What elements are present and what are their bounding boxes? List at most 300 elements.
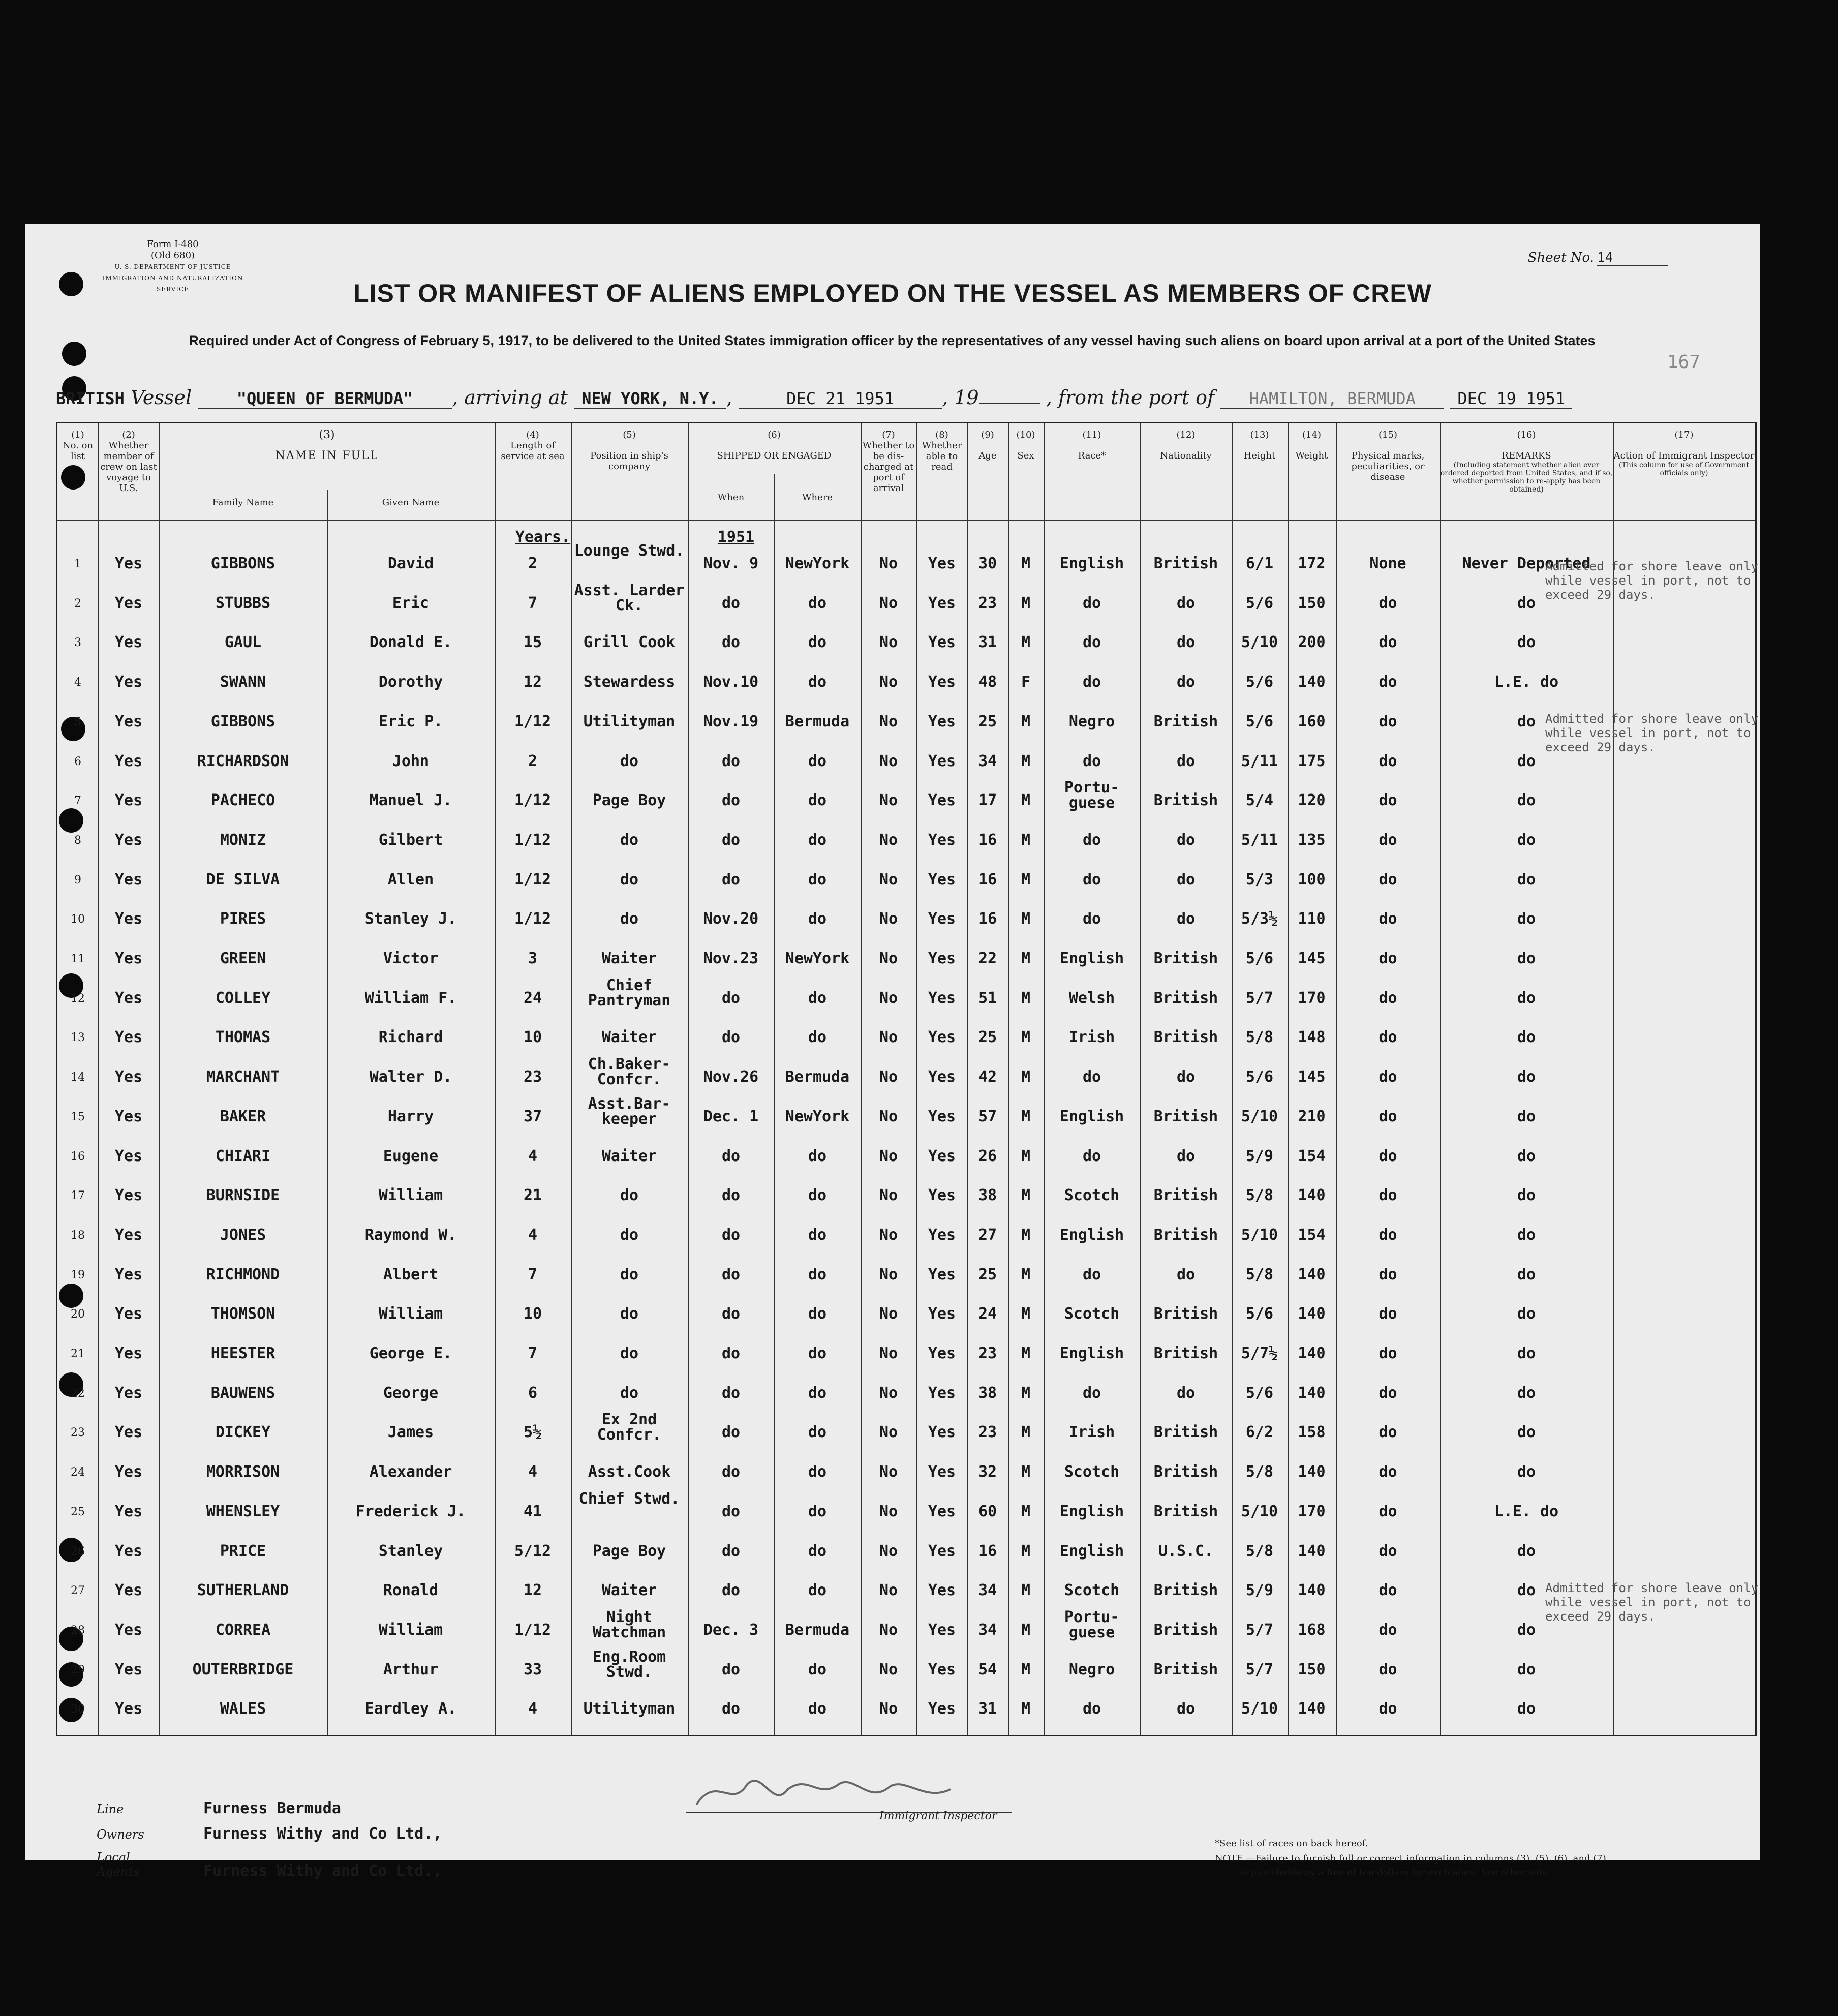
cell-given: John: [392, 752, 430, 770]
cell-where: do: [808, 1463, 827, 1481]
cell-remarks: do: [1517, 1423, 1536, 1442]
cell-member: Yes: [114, 1147, 143, 1165]
service: IMMIGRATION AND NATURALIZATION SERVICE: [102, 274, 243, 293]
cell-read: Yes: [928, 989, 956, 1007]
cell-remarks: do: [1517, 1147, 1536, 1165]
cell-where: do: [808, 1700, 827, 1718]
row-number: 6: [74, 755, 81, 768]
form-number: Form I-480: [147, 239, 199, 250]
cell-when: do: [721, 1186, 741, 1205]
row-number: 19: [71, 1268, 85, 1281]
cell-weight: 200: [1298, 633, 1326, 652]
vessel-label: Vessel: [130, 386, 192, 409]
cell-position: Asst.Cook: [588, 1463, 671, 1481]
cell-remarks: Never Deported: [1462, 555, 1591, 572]
cell-height: 5/6: [1245, 950, 1274, 967]
cell-age: 23: [978, 594, 997, 612]
row-number: 25: [71, 1505, 85, 1518]
cell-service: 12: [523, 673, 542, 691]
row-number: 14: [71, 1071, 85, 1084]
cell-discharged: No: [879, 1265, 898, 1284]
cell-service: 4: [528, 1147, 538, 1165]
cell-where: do: [808, 752, 827, 770]
cell-member: Yes: [114, 1700, 143, 1718]
cell-position: do: [620, 1186, 639, 1205]
cell-given: George E.: [369, 1345, 452, 1362]
cell-weight: 150: [1298, 594, 1326, 612]
cell-height: 5/8: [1245, 1542, 1274, 1560]
cell-marks: do: [1378, 831, 1397, 849]
cell-member: Yes: [114, 1186, 143, 1205]
header-race: (11) Race*: [1078, 430, 1106, 461]
cell-height: 5/11: [1241, 752, 1278, 770]
cell-where: do: [808, 1345, 827, 1362]
row-number: 5: [74, 715, 81, 728]
cell-when: do: [721, 1147, 741, 1165]
cell-family: MORRISON: [206, 1463, 280, 1481]
cell-given: David: [387, 555, 434, 572]
cell-member: Yes: [114, 1345, 143, 1362]
cell-read: Yes: [928, 1700, 956, 1718]
cell-age: 16: [978, 831, 997, 849]
cell-sex: M: [1021, 1147, 1031, 1165]
cell-remarks: do: [1517, 1660, 1536, 1678]
vessel-name: "QUEEN OF BERMUDA": [198, 389, 452, 409]
cell-read: Yes: [928, 950, 956, 967]
cell-position: Page Boy: [592, 791, 666, 810]
cell-position: Waiter: [601, 1581, 657, 1600]
cell-nationality: do: [1176, 910, 1196, 928]
cell-sex: M: [1021, 1700, 1031, 1718]
note-fine-continued: is punishable by a fine of ten dollars for each alien. See other side.: [1240, 1867, 1551, 1878]
cell-age: 17: [978, 791, 997, 810]
cell-race: do: [1082, 594, 1101, 612]
cell-weight: 140: [1298, 1186, 1326, 1205]
owners-value: Furness Withy and Co Ltd.,: [203, 1825, 442, 1843]
cell-position: Utilityman: [583, 712, 676, 730]
cell-sex: M: [1021, 1660, 1031, 1678]
cell-remarks: do: [1517, 1226, 1536, 1244]
cell-member: Yes: [114, 1502, 143, 1520]
cell-race: do: [1082, 673, 1101, 691]
cell-discharged: No: [879, 1305, 898, 1323]
cell-when: Nov.19: [703, 712, 759, 730]
cell-discharged: No: [879, 633, 898, 652]
cell-height: 5/7: [1245, 1660, 1274, 1678]
cell-height: 5/10: [1241, 1107, 1278, 1125]
row-number: 12: [71, 992, 85, 1005]
cell-weight: 160: [1298, 712, 1326, 730]
cell-where: Bermuda: [785, 1068, 850, 1086]
header-remarks: (16) REMARKS (Including statement whether alien ever ordered deported from United States, and if so, whether permission to re-apply has been obtained): [1440, 430, 1613, 494]
cell-member: Yes: [114, 950, 143, 967]
cell-race: do: [1082, 1068, 1101, 1086]
cell-remarks: do: [1517, 1581, 1536, 1600]
cell-discharged: No: [879, 1147, 898, 1165]
cell-service: 1/12: [514, 870, 552, 889]
cell-marks: do: [1378, 1265, 1397, 1284]
cell-member: Yes: [114, 1621, 143, 1639]
inspector-stamp: Admitted for shore leave only while vessel in port, not to exceed 29 days.: [1545, 712, 1759, 754]
cell-age: 25: [978, 1265, 997, 1284]
vessel-flag: BRITISH: [56, 389, 125, 408]
cell-discharged: No: [879, 910, 898, 928]
cell-age: 48: [978, 673, 997, 691]
cell-service: 6: [528, 1384, 538, 1402]
cell-marks: do: [1378, 910, 1397, 928]
cell-service: 7: [528, 1265, 538, 1284]
cell-age: 26: [978, 1147, 997, 1165]
cell-marks: do: [1378, 791, 1397, 810]
header-given-name: Given Name: [382, 497, 440, 508]
cell-race: Welsh: [1068, 989, 1115, 1007]
from-port: HAMILTON, BERMUDA: [1220, 389, 1444, 409]
agents-label: Local Agents: [97, 1850, 140, 1879]
cell-race: Scotch: [1064, 1581, 1120, 1600]
cell-race: Irish: [1068, 1423, 1115, 1442]
row-number: 1: [74, 558, 81, 570]
cell-discharged: No: [879, 673, 898, 691]
cell-marks: do: [1378, 1345, 1397, 1362]
cell-marks: do: [1378, 1581, 1397, 1600]
cell-marks: do: [1378, 1660, 1397, 1678]
cell-age: 54: [978, 1660, 997, 1678]
cell-race: English: [1059, 555, 1124, 572]
cell-sex: M: [1021, 1423, 1031, 1442]
cell-sex: M: [1021, 870, 1031, 889]
cell-discharged: No: [879, 1463, 898, 1481]
cell-race: do: [1082, 870, 1101, 889]
cell-member: Yes: [114, 831, 143, 849]
cell-given: William: [378, 1621, 443, 1639]
header-member-of-crew: (2) Whether member of crew on last voyage to U.S.: [100, 430, 157, 494]
cell-remarks: do: [1517, 1463, 1536, 1481]
cell-family: PIRES: [220, 910, 266, 928]
cell-age: 31: [978, 1700, 997, 1718]
cell-nationality: do: [1176, 594, 1196, 612]
cell-read: Yes: [928, 1107, 956, 1125]
cell-given: Frederick J.: [355, 1502, 466, 1520]
cell-height: 5/6: [1245, 594, 1274, 612]
cell-where: do: [808, 1660, 827, 1678]
cell-read: Yes: [928, 712, 956, 730]
cell-sex: M: [1021, 1502, 1031, 1520]
footer-line: [97, 1799, 341, 1817]
cell-family: THOMSON: [210, 1305, 275, 1323]
header-inspector-action: (17) Action of Immigrant Inspector (This column for use of Government officials only): [1613, 430, 1755, 477]
cell-race: do: [1082, 831, 1101, 849]
cell-age: 60: [978, 1502, 997, 1520]
year-label: , 19: [942, 386, 979, 409]
header-age: (9) Age: [978, 430, 997, 461]
cell-age: 23: [978, 1423, 997, 1442]
cell-weight: 140: [1298, 1463, 1326, 1481]
cell-where: do: [808, 594, 827, 612]
cell-weight: 120: [1298, 791, 1326, 810]
cell-service: 23: [523, 1068, 542, 1086]
header-position: (5) Position in ship's company: [590, 430, 668, 472]
cell-given: Eugene: [383, 1147, 439, 1165]
cell-age: 57: [978, 1107, 997, 1125]
cell-nationality: U.S.C.: [1158, 1542, 1214, 1560]
cell-when: do: [721, 752, 741, 770]
cell-family: BAUWENS: [210, 1384, 275, 1402]
cell-family: CHIARI: [215, 1147, 271, 1165]
cell-nationality: do: [1176, 633, 1196, 652]
cell-when: Nov. 9: [703, 555, 759, 572]
cell-nationality: British: [1153, 1502, 1218, 1520]
cell-where: do: [808, 1384, 827, 1402]
cell-nationality: British: [1153, 1186, 1218, 1205]
cell-family: WALES: [220, 1700, 266, 1718]
from-date: DEC 19 1951: [1450, 389, 1572, 409]
cell-age: 27: [978, 1226, 997, 1244]
cell-when: do: [721, 1265, 741, 1284]
cell-remarks: do: [1517, 870, 1536, 889]
cell-service: 7: [528, 594, 538, 612]
row-number: 7: [74, 795, 81, 808]
row-number: 20: [71, 1308, 85, 1321]
cell-where: do: [808, 1581, 827, 1600]
cell-read: Yes: [928, 633, 956, 652]
cell-discharged: No: [879, 1226, 898, 1244]
cell-given: Eric P.: [378, 712, 443, 730]
cell-age: 31: [978, 633, 997, 652]
cell-height: 5/10: [1241, 1700, 1278, 1718]
cell-read: Yes: [928, 1305, 956, 1323]
cell-weight: 145: [1298, 950, 1326, 967]
cell-sex: M: [1021, 791, 1031, 810]
cell-age: 24: [978, 1305, 997, 1323]
cell-discharged: No: [879, 1384, 898, 1402]
cell-sex: M: [1021, 633, 1031, 652]
row-number: 2: [74, 597, 81, 610]
row-number: 28: [71, 1624, 85, 1637]
header-family-name: Family Name: [212, 497, 274, 508]
cell-given: Alexander: [369, 1463, 452, 1481]
cell-marks: do: [1378, 1028, 1397, 1047]
cell-where: do: [808, 831, 827, 849]
cell-race: do: [1082, 910, 1101, 928]
cell-where: do: [808, 673, 827, 691]
cell-when: Dec. 1: [703, 1107, 759, 1125]
row-number: 4: [74, 676, 81, 689]
cell-nationality: British: [1153, 1107, 1218, 1125]
cell-remarks: do: [1517, 752, 1536, 770]
cell-sex: M: [1021, 1107, 1031, 1125]
stamp-number: 167: [1667, 352, 1701, 373]
cell-read: Yes: [928, 555, 956, 572]
cell-nationality: British: [1153, 1305, 1218, 1323]
cell-sex: M: [1021, 1581, 1031, 1600]
cell-position: do: [620, 910, 639, 928]
from-port-label: , from the port of: [1046, 386, 1215, 409]
cell-race: do: [1082, 1147, 1101, 1165]
cell-family: BAKER: [220, 1107, 266, 1125]
cell-given: George: [383, 1384, 439, 1402]
cell-race: do: [1082, 633, 1101, 652]
cell-position: do: [620, 1384, 639, 1402]
cell-discharged: No: [879, 1700, 898, 1718]
cell-marks: do: [1378, 1463, 1397, 1481]
cell-weight: 140: [1298, 1305, 1326, 1323]
cell-age: 16: [978, 870, 997, 889]
cell-position: Asst. Larder Ck.: [574, 581, 685, 615]
cell-where: NewYork: [785, 1107, 850, 1125]
cell-remarks: do: [1517, 1028, 1536, 1047]
cell-race: English: [1059, 950, 1124, 967]
cell-position: do: [620, 1305, 639, 1323]
cell-where: do: [808, 989, 827, 1007]
cell-position: Grill Cook: [583, 633, 676, 652]
cell-height: 5/7: [1245, 989, 1274, 1007]
year-1951: 1951: [717, 528, 755, 546]
cell-where: NewYork: [785, 950, 850, 967]
cell-nationality: do: [1176, 673, 1196, 691]
cell-nationality: British: [1153, 950, 1218, 967]
line-label: Line: [97, 1802, 124, 1816]
cell-nationality: British: [1153, 1463, 1218, 1481]
cell-when: do: [721, 870, 741, 889]
inspector-stamp: Admitted for shore leave only while vessel in port, not to exceed 29 days.: [1545, 559, 1759, 602]
cell-weight: 145: [1298, 1068, 1326, 1086]
header-nationality: (12) Nationality: [1160, 430, 1212, 461]
cell-age: 38: [978, 1384, 997, 1402]
cell-remarks: do: [1517, 910, 1536, 928]
cell-discharged: No: [879, 1028, 898, 1047]
cell-remarks: do: [1517, 712, 1536, 730]
cell-height: 5/8: [1245, 1265, 1274, 1284]
cell-member: Yes: [114, 752, 143, 770]
cell-family: DE SILVA: [206, 870, 280, 889]
cell-given: Victor: [383, 950, 439, 967]
cell-service: 33: [523, 1660, 542, 1678]
cell-age: 22: [978, 950, 997, 967]
cell-where: do: [808, 1147, 827, 1165]
cell-where: Bermuda: [785, 1621, 850, 1639]
cell-given: Eric: [392, 594, 430, 612]
cell-weight: 148: [1298, 1028, 1326, 1047]
cell-service: 4: [528, 1226, 538, 1244]
cell-position: Night Watchman: [592, 1608, 666, 1641]
sheet-number-label: Sheet No.: [1527, 250, 1594, 265]
cell-member: Yes: [114, 673, 143, 691]
cell-weight: 154: [1298, 1226, 1326, 1244]
owners-label: Owners: [97, 1827, 144, 1842]
cell-where: do: [808, 1423, 827, 1442]
cell-read: Yes: [928, 1463, 956, 1481]
cell-race: English: [1059, 1226, 1124, 1244]
cell-service: 1/12: [514, 910, 552, 928]
cell-race: do: [1082, 752, 1101, 770]
cell-sex: M: [1021, 1621, 1031, 1639]
vessel-line: BRITISH Vessel "QUEEN OF BERMUDA" , arriving at NEW YORK, N.Y. , DEC 21 1951 , 19 , from the port of HAMILTON, BERMUDA DEC 19 1951: [56, 386, 1572, 409]
cell-remarks: L.E. do: [1494, 1502, 1559, 1520]
cell-discharged: No: [879, 1621, 898, 1639]
cell-race: do: [1082, 1384, 1101, 1402]
cell-member: Yes: [114, 910, 143, 928]
cell-read: Yes: [928, 673, 956, 691]
cell-marks: do: [1378, 594, 1397, 612]
cell-remarks: do: [1517, 1186, 1536, 1205]
header-able-to-read: (8) Whether able to read: [922, 430, 962, 472]
cell-given: Eardley A.: [364, 1700, 457, 1718]
cell-service: 24: [523, 989, 542, 1007]
cell-discharged: No: [879, 1660, 898, 1678]
cell-race: do: [1082, 1265, 1101, 1284]
cell-read: Yes: [928, 1660, 956, 1678]
form-old-number: (Old 680): [150, 250, 195, 261]
cell-height: 5/6: [1245, 673, 1274, 691]
cell-service: 1/12: [514, 1621, 552, 1639]
cell-height: 5/8: [1245, 1463, 1274, 1481]
cell-position: Page Boy: [592, 1542, 666, 1560]
cell-weight: 154: [1298, 1147, 1326, 1165]
inspector-label: Immigrant Inspector: [879, 1810, 997, 1822]
cell-weight: 140: [1298, 1542, 1326, 1560]
cell-where: do: [808, 1542, 827, 1560]
cell-member: Yes: [114, 555, 143, 572]
cell-member: Yes: [114, 1305, 143, 1323]
cell-height: 5/10: [1241, 1502, 1278, 1520]
cell-member: Yes: [114, 1028, 143, 1047]
header-height: (13) Height: [1243, 430, 1276, 461]
cell-when: do: [721, 1384, 741, 1402]
cell-given: Raymond W.: [364, 1226, 457, 1244]
row-number: 26: [71, 1545, 85, 1558]
cell-given: Stanley J.: [364, 910, 457, 928]
cell-service: 41: [523, 1502, 542, 1520]
cell-race: Negro: [1068, 712, 1115, 730]
cell-remarks: do: [1517, 791, 1536, 810]
cell-read: Yes: [928, 1068, 956, 1086]
cell-nationality: do: [1176, 831, 1196, 849]
cell-height: 5/6: [1245, 1068, 1274, 1086]
cell-read: Yes: [928, 1384, 956, 1402]
cell-when: do: [721, 1305, 741, 1323]
footer-owners: [97, 1825, 442, 1843]
cell-height: 5/10: [1241, 1226, 1278, 1244]
department: U. S. DEPARTMENT OF JUSTICE: [114, 263, 231, 270]
cell-family: GAUL: [224, 633, 262, 652]
cell-service: 2: [528, 752, 538, 770]
cell-position: do: [620, 752, 639, 770]
cell-age: 32: [978, 1463, 997, 1481]
cell-read: Yes: [928, 870, 956, 889]
cell-member: Yes: [114, 633, 143, 652]
cell-when: do: [721, 1660, 741, 1678]
cell-when: do: [721, 791, 741, 810]
cell-height: 5/8: [1245, 1028, 1274, 1047]
row-number: 21: [71, 1348, 85, 1360]
cell-sex: M: [1021, 1345, 1031, 1362]
cell-sex: M: [1021, 752, 1031, 770]
cell-sex: M: [1021, 1305, 1031, 1323]
cell-read: Yes: [928, 1581, 956, 1600]
cell-age: 25: [978, 712, 997, 730]
cell-marks: None: [1369, 555, 1406, 572]
cell-family: THOMAS: [215, 1028, 271, 1047]
header-name-in-full: (3) NAME IN FULL: [275, 429, 379, 462]
cell-discharged: No: [879, 1542, 898, 1560]
cell-when: do: [721, 1581, 741, 1600]
cell-race: English: [1059, 1502, 1124, 1520]
arriving-label: , arriving at: [452, 386, 568, 409]
header-length-of-service: (4) Length of service at sea: [501, 430, 565, 462]
cell-family: BURNSIDE: [206, 1186, 280, 1205]
cell-when: do: [721, 1502, 741, 1520]
cell-read: Yes: [928, 831, 956, 849]
